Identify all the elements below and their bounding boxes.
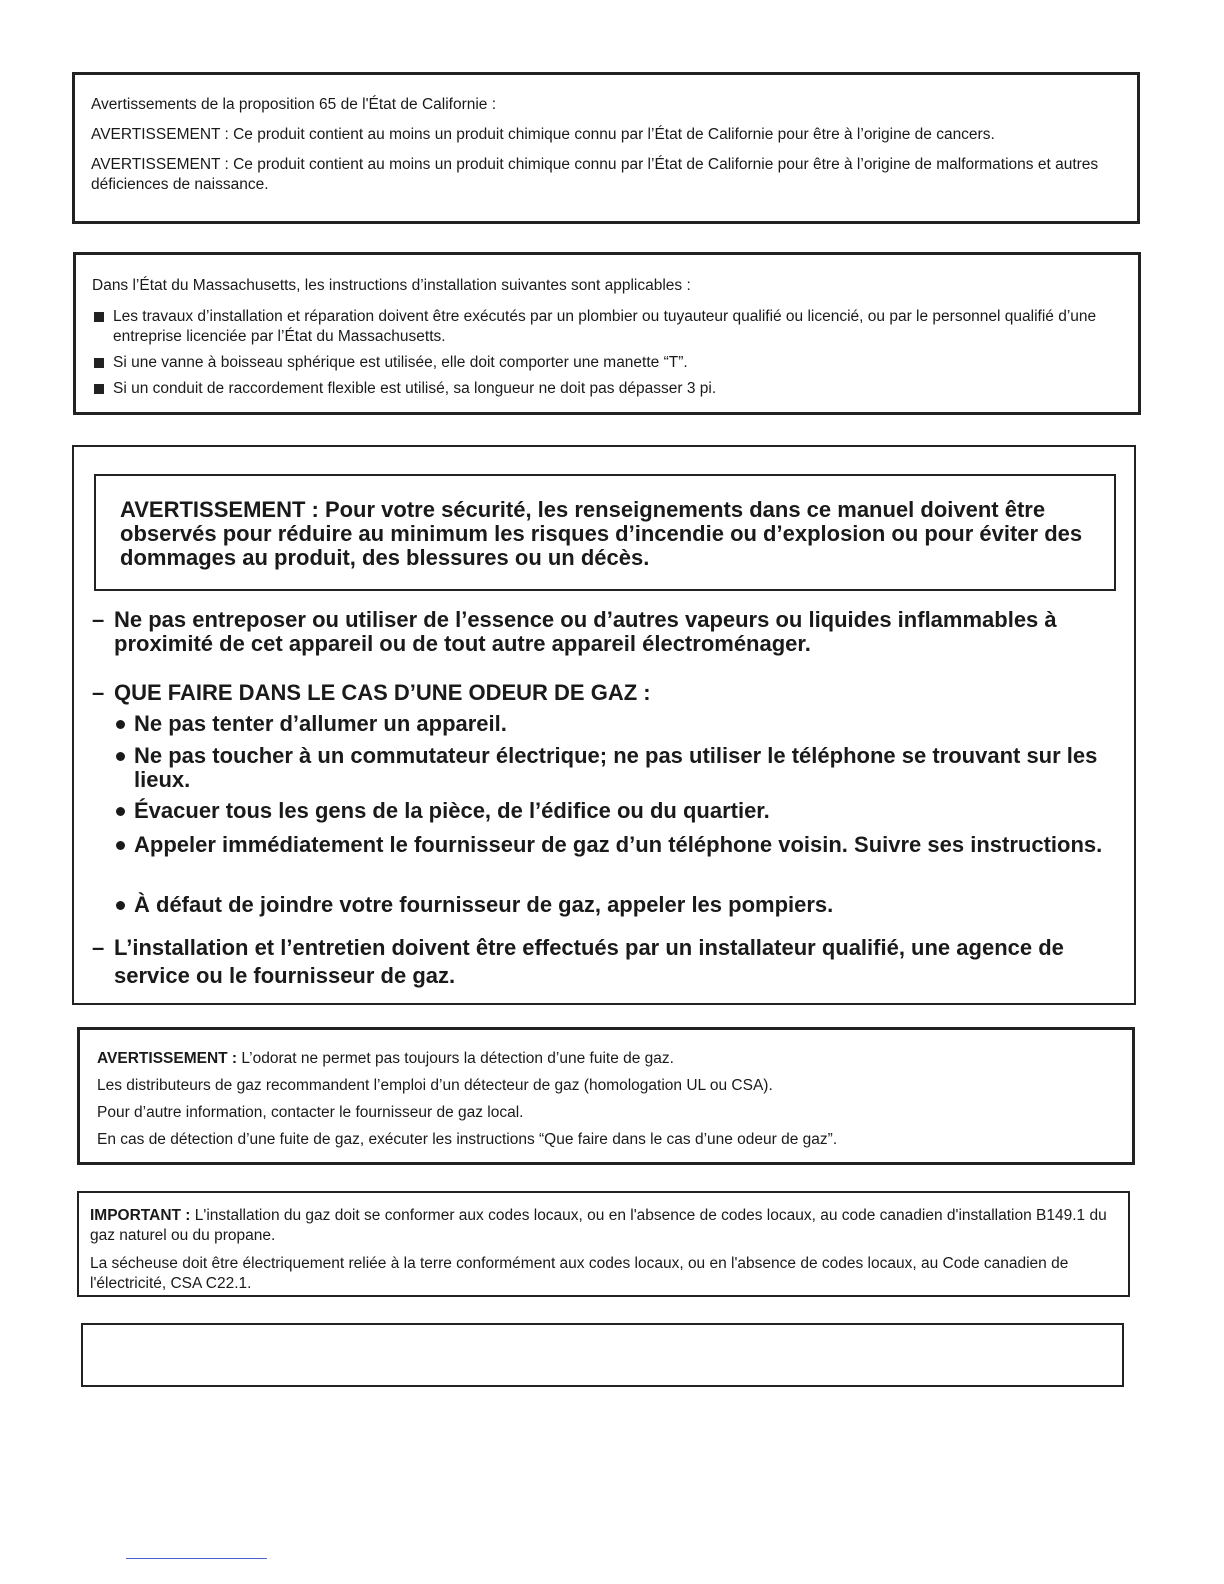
dash-item-flammables xyxy=(92,608,1112,656)
main-warning-box xyxy=(72,445,1136,1005)
dash-item-gas-odor xyxy=(92,681,1112,705)
dash-icon: – xyxy=(92,607,105,632)
bullet-item xyxy=(114,712,1114,736)
important-line-2: La sécheuse doit être électriquement reliée à la terre conformément aux codes locaux, ou en l'absence de codes locaux, au Code canadien de l'électricité, CSA C22.1. xyxy=(90,1255,1069,1292)
odor-line-1 xyxy=(97,1049,1115,1069)
california-warning-birth-defects: AVERTISSEMENT : Ce produit contient au moins un produit chimique connu par l’État de Californie pour être à l’origine de malformations et autres déficiences de naissance. xyxy=(91,156,1099,193)
list-item xyxy=(92,379,1122,399)
square-bullet-icon xyxy=(94,312,104,322)
bullet-item xyxy=(114,893,1114,917)
important-box xyxy=(77,1191,1130,1297)
bullet-item-text: Ne pas tenter d’allumer un appareil. xyxy=(134,711,507,736)
dash-item-text: QUE FAIRE DANS LE CAS D’UNE ODEUR DE GAZ : xyxy=(114,680,651,705)
california-heading: Avertissements de la proposition 65 de l'État de Californie : xyxy=(91,96,497,113)
footer-rule xyxy=(126,1558,267,1559)
bullet-item-text: Ne pas toucher à un commutateur électrique; ne pas utiliser le téléphone se trouvant sur les lieux. xyxy=(134,743,1098,792)
bullet-item xyxy=(114,744,1114,792)
bullet-icon xyxy=(116,807,125,816)
dash-item-text: L’installation et l’entretien doivent être effectués par un installateur qualifié, une agence de service ou le fournisseur de gaz. xyxy=(114,935,1064,988)
square-bullet-icon xyxy=(94,384,104,394)
list-item-text: Si une vanne à boisseau sphérique est utilisée, elle doit comporter une manette “T”. xyxy=(113,354,688,371)
massachusetts-list xyxy=(92,307,1122,399)
list-item xyxy=(92,307,1122,347)
bullet-item-text: Appeler immédiatement le fournisseur de gaz d’un téléphone voisin. Suivre ses instructions. xyxy=(134,832,1103,857)
odor-line-1-text: L’odorat ne permet pas toujours la détection d’une fuite de gaz. xyxy=(237,1050,674,1067)
main-warning-header-box xyxy=(94,474,1116,591)
bullet-icon xyxy=(116,752,125,761)
bullet-icon xyxy=(116,841,125,850)
gas-odor-warning-box xyxy=(77,1027,1135,1165)
massachusetts-box xyxy=(73,252,1141,415)
bullet-item xyxy=(114,833,1114,857)
massachusetts-intro: Dans l’État du Massachusetts, les instructions d’installation suivantes sont applicables : xyxy=(92,277,691,294)
bullet-item xyxy=(114,799,1114,823)
odor-line-3: Pour d’autre information, contacter le fournisseur de gaz local. xyxy=(97,1104,524,1121)
california-warning-cancer: AVERTISSEMENT : Ce produit contient au moins un produit chimique connu par l’État de Californie pour être à l’origine de cancers. xyxy=(91,126,995,143)
list-item xyxy=(92,353,1122,373)
bullet-item-text: À défaut de joindre votre fournisseur de gaz, appeler les pompiers. xyxy=(134,892,834,917)
main-warning-header: AVERTISSEMENT : Pour votre sécurité, les renseignements dans ce manuel doivent être observés pour réduire au minimum les risques d’incendie ou d’explosion ou pour éviter des dommages au produit, des blessures ou un décès. xyxy=(120,497,1083,570)
list-item-text: Les travaux d’installation et réparation doivent être exécutés par un plombier ou tuyauteur qualifié ou licencié, ou par le personnel qualifié d’une entreprise licenciée par l’État du Massachusetts. xyxy=(113,308,1097,345)
dash-item-text: Ne pas entreposer ou utiliser de l’essence ou d’autres vapeurs ou liquides inflammables à proximité de cet appareil ou de tout autre appareil électroménager. xyxy=(114,607,1057,656)
bullet-item-text: Évacuer tous les gens de la pièce, de l’édifice ou du quartier. xyxy=(134,798,770,823)
odor-warning-label: AVERTISSEMENT : xyxy=(97,1050,238,1067)
list-item-text: Si un conduit de raccordement flexible est utilisé, sa longueur ne doit pas dépasser 3 pi. xyxy=(113,380,717,397)
bullet-icon xyxy=(116,901,125,910)
dash-icon: – xyxy=(92,935,105,960)
california-prop65-box xyxy=(72,72,1140,224)
dash-icon: – xyxy=(92,680,105,705)
important-line-1-text: L'installation du gaz doit se conformer aux codes locaux, ou en l'absence de codes locaux, au code canadien d'installation B149.1 du gaz naturel ou du propane. xyxy=(90,1207,1107,1244)
important-line-1 xyxy=(90,1206,1117,1246)
empty-box xyxy=(81,1323,1124,1387)
bullet-icon xyxy=(116,720,125,729)
square-bullet-icon xyxy=(94,358,104,368)
odor-line-2: Les distributeurs de gaz recommandent l’emploi d’un détecteur de gaz (homologation UL ou CSA). xyxy=(97,1077,773,1094)
important-label: IMPORTANT : xyxy=(90,1207,191,1224)
dash-item-qualified-installer xyxy=(92,934,1112,990)
odor-line-4: En cas de détection d’une fuite de gaz, exécuter les instructions “Que faire dans le cas d’une odeur de gaz”. xyxy=(97,1131,838,1148)
